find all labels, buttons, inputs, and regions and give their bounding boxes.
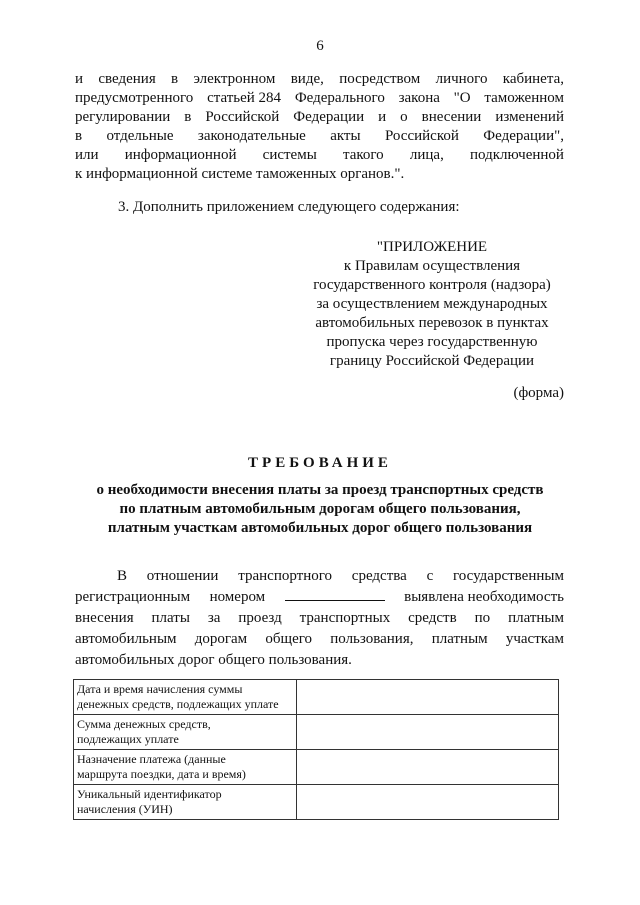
body-word: транспортных <box>299 610 391 626</box>
document-subtitle <box>0 481 640 538</box>
paragraph-word: Российской <box>384 128 459 144</box>
item-3-text: 3. Дополнить приложением следующего содержания: <box>118 199 460 215</box>
appendix-line: автомобильных перевозок в пунктах <box>315 315 549 331</box>
paragraph-word: сведения <box>98 71 156 87</box>
paragraph-word: лица, <box>409 147 444 163</box>
paragraph-line <box>75 108 564 127</box>
body-word: регистрационным <box>75 589 191 605</box>
paragraph-word: регулировании <box>75 109 171 125</box>
body-word: выявлена необходимость <box>404 589 564 605</box>
paragraph-line <box>75 127 564 146</box>
appendix-line: пропуска через государственную <box>326 334 538 350</box>
subtitle-line: по платным автомобильным дорогам общего пользования, <box>119 501 521 517</box>
paragraph-word: о <box>400 109 408 125</box>
paragraph-word: внесении <box>421 109 482 125</box>
paragraph-word: статьей 284 <box>207 90 282 106</box>
body-word: участкам <box>505 631 564 647</box>
body-word: автомобильным <box>75 631 177 647</box>
paragraph-word: и <box>378 109 387 125</box>
table-row <box>74 750 559 785</box>
body-word: номером <box>209 589 266 605</box>
table-label-line: Сумма денежных средств, <box>77 717 211 731</box>
paragraph-word: "О <box>453 90 471 106</box>
body-word: проезд <box>238 610 282 626</box>
document-title: ТРЕБОВАНИЕ <box>248 455 392 471</box>
requirement-table <box>73 679 559 820</box>
body-word: средств <box>408 610 457 626</box>
body-word: платным <box>508 610 564 626</box>
subtitle-line: о необходимости внесения платы за проезд транспортных средств <box>96 482 544 498</box>
paragraph-word: и <box>75 71 84 87</box>
appendix-header <box>300 238 564 371</box>
table-row <box>74 680 559 715</box>
table-row-label <box>74 680 297 715</box>
paragraph-line <box>75 146 564 165</box>
body-word: средства <box>351 568 407 584</box>
body-word: транспортного <box>238 568 333 584</box>
paragraph-line <box>75 70 564 89</box>
form-label: (форма) <box>513 385 564 401</box>
paragraph-word: изменений <box>495 109 564 125</box>
body-word: с <box>426 568 434 584</box>
paragraph-word: подключенной <box>470 147 564 163</box>
body-line: автомобильных дорог общего пользования. <box>75 652 352 668</box>
table-row-label <box>74 785 297 820</box>
page-number: 6 <box>316 38 324 54</box>
body-word: пользования, <box>330 631 414 647</box>
table-label-line: Уникальный идентификатор <box>77 787 222 801</box>
body-line <box>75 566 564 587</box>
paragraph-word: отдельные <box>106 128 174 144</box>
paragraph-word: в <box>75 128 83 144</box>
body-word: по <box>474 610 491 626</box>
paragraph-word: Российской <box>205 109 280 125</box>
appendix-line: государственного контроля (надзора) <box>313 277 551 293</box>
appendix-line: границу Российской Федерации <box>329 353 535 369</box>
paragraph-word: Федерации", <box>483 128 564 144</box>
paragraph-line <box>75 89 564 108</box>
body-word: дорогам <box>194 631 248 647</box>
paragraph-word: в <box>171 71 179 87</box>
body-word: отношении <box>146 568 219 584</box>
body-paragraph <box>75 566 564 671</box>
body-word: за <box>207 610 221 626</box>
body-word: общего <box>265 631 313 647</box>
body-word: внесения <box>75 610 134 626</box>
top-paragraph <box>75 70 564 184</box>
table-label-line: Дата и время начисления суммы <box>77 682 243 696</box>
table-label-line: денежных средств, подлежащих уплате <box>77 697 279 711</box>
table-label-line: маршрута поездки, дата и время) <box>77 767 246 781</box>
paragraph-word: информационной <box>124 147 237 163</box>
paragraph-word: закона <box>398 90 440 106</box>
paragraph-word: Федерации <box>293 109 365 125</box>
table-row <box>74 715 559 750</box>
paragraph-word: электронном <box>193 71 276 87</box>
body-word: государственным <box>453 568 564 584</box>
appendix-line: к Правилам осуществления <box>343 258 521 274</box>
body-word: В <box>117 568 128 584</box>
table-row-label <box>74 750 297 785</box>
paragraph-word: законодательные <box>197 128 306 144</box>
paragraph-word: акты <box>330 128 361 144</box>
paragraph-word: такого <box>342 147 384 163</box>
paragraph-word: таможенном <box>484 90 564 106</box>
body-word: платным <box>431 631 488 647</box>
paragraph-word: предусмотренного <box>75 90 194 106</box>
paragraph-word: Федерального <box>294 90 385 106</box>
table-value-cell[interactable] <box>297 750 559 785</box>
table-label-line: начисления (УИН) <box>77 802 173 816</box>
paragraph-word: посредством <box>339 71 421 87</box>
paragraph-word: в <box>184 109 192 125</box>
paragraph-word: личного <box>435 71 488 87</box>
table-value-cell[interactable] <box>297 785 559 820</box>
paragraph-line: к информационной системе таможенных органов.". <box>75 166 405 182</box>
body-line <box>75 608 564 629</box>
appendix-line: "ПРИЛОЖЕНИЕ <box>376 239 488 255</box>
subtitle-line: платным участкам автомобильных дорог общего пользования <box>107 520 533 536</box>
paragraph-word: или <box>75 147 99 163</box>
paragraph-word: виде, <box>290 71 324 87</box>
table-label-line: подлежащих уплате <box>77 732 179 746</box>
table-value-cell[interactable] <box>297 715 559 750</box>
table-label-line: Назначение платежа (данные <box>77 752 226 766</box>
appendix-line: за осуществлением международных <box>316 296 548 312</box>
body-line <box>75 629 564 650</box>
table-row-label <box>74 715 297 750</box>
registration-number-blank[interactable] <box>285 587 385 601</box>
body-word: платы <box>151 610 190 626</box>
table-row <box>74 785 559 820</box>
table-value-cell[interactable] <box>297 680 559 715</box>
paragraph-word: кабинета, <box>502 71 564 87</box>
paragraph-word: системы <box>262 147 317 163</box>
